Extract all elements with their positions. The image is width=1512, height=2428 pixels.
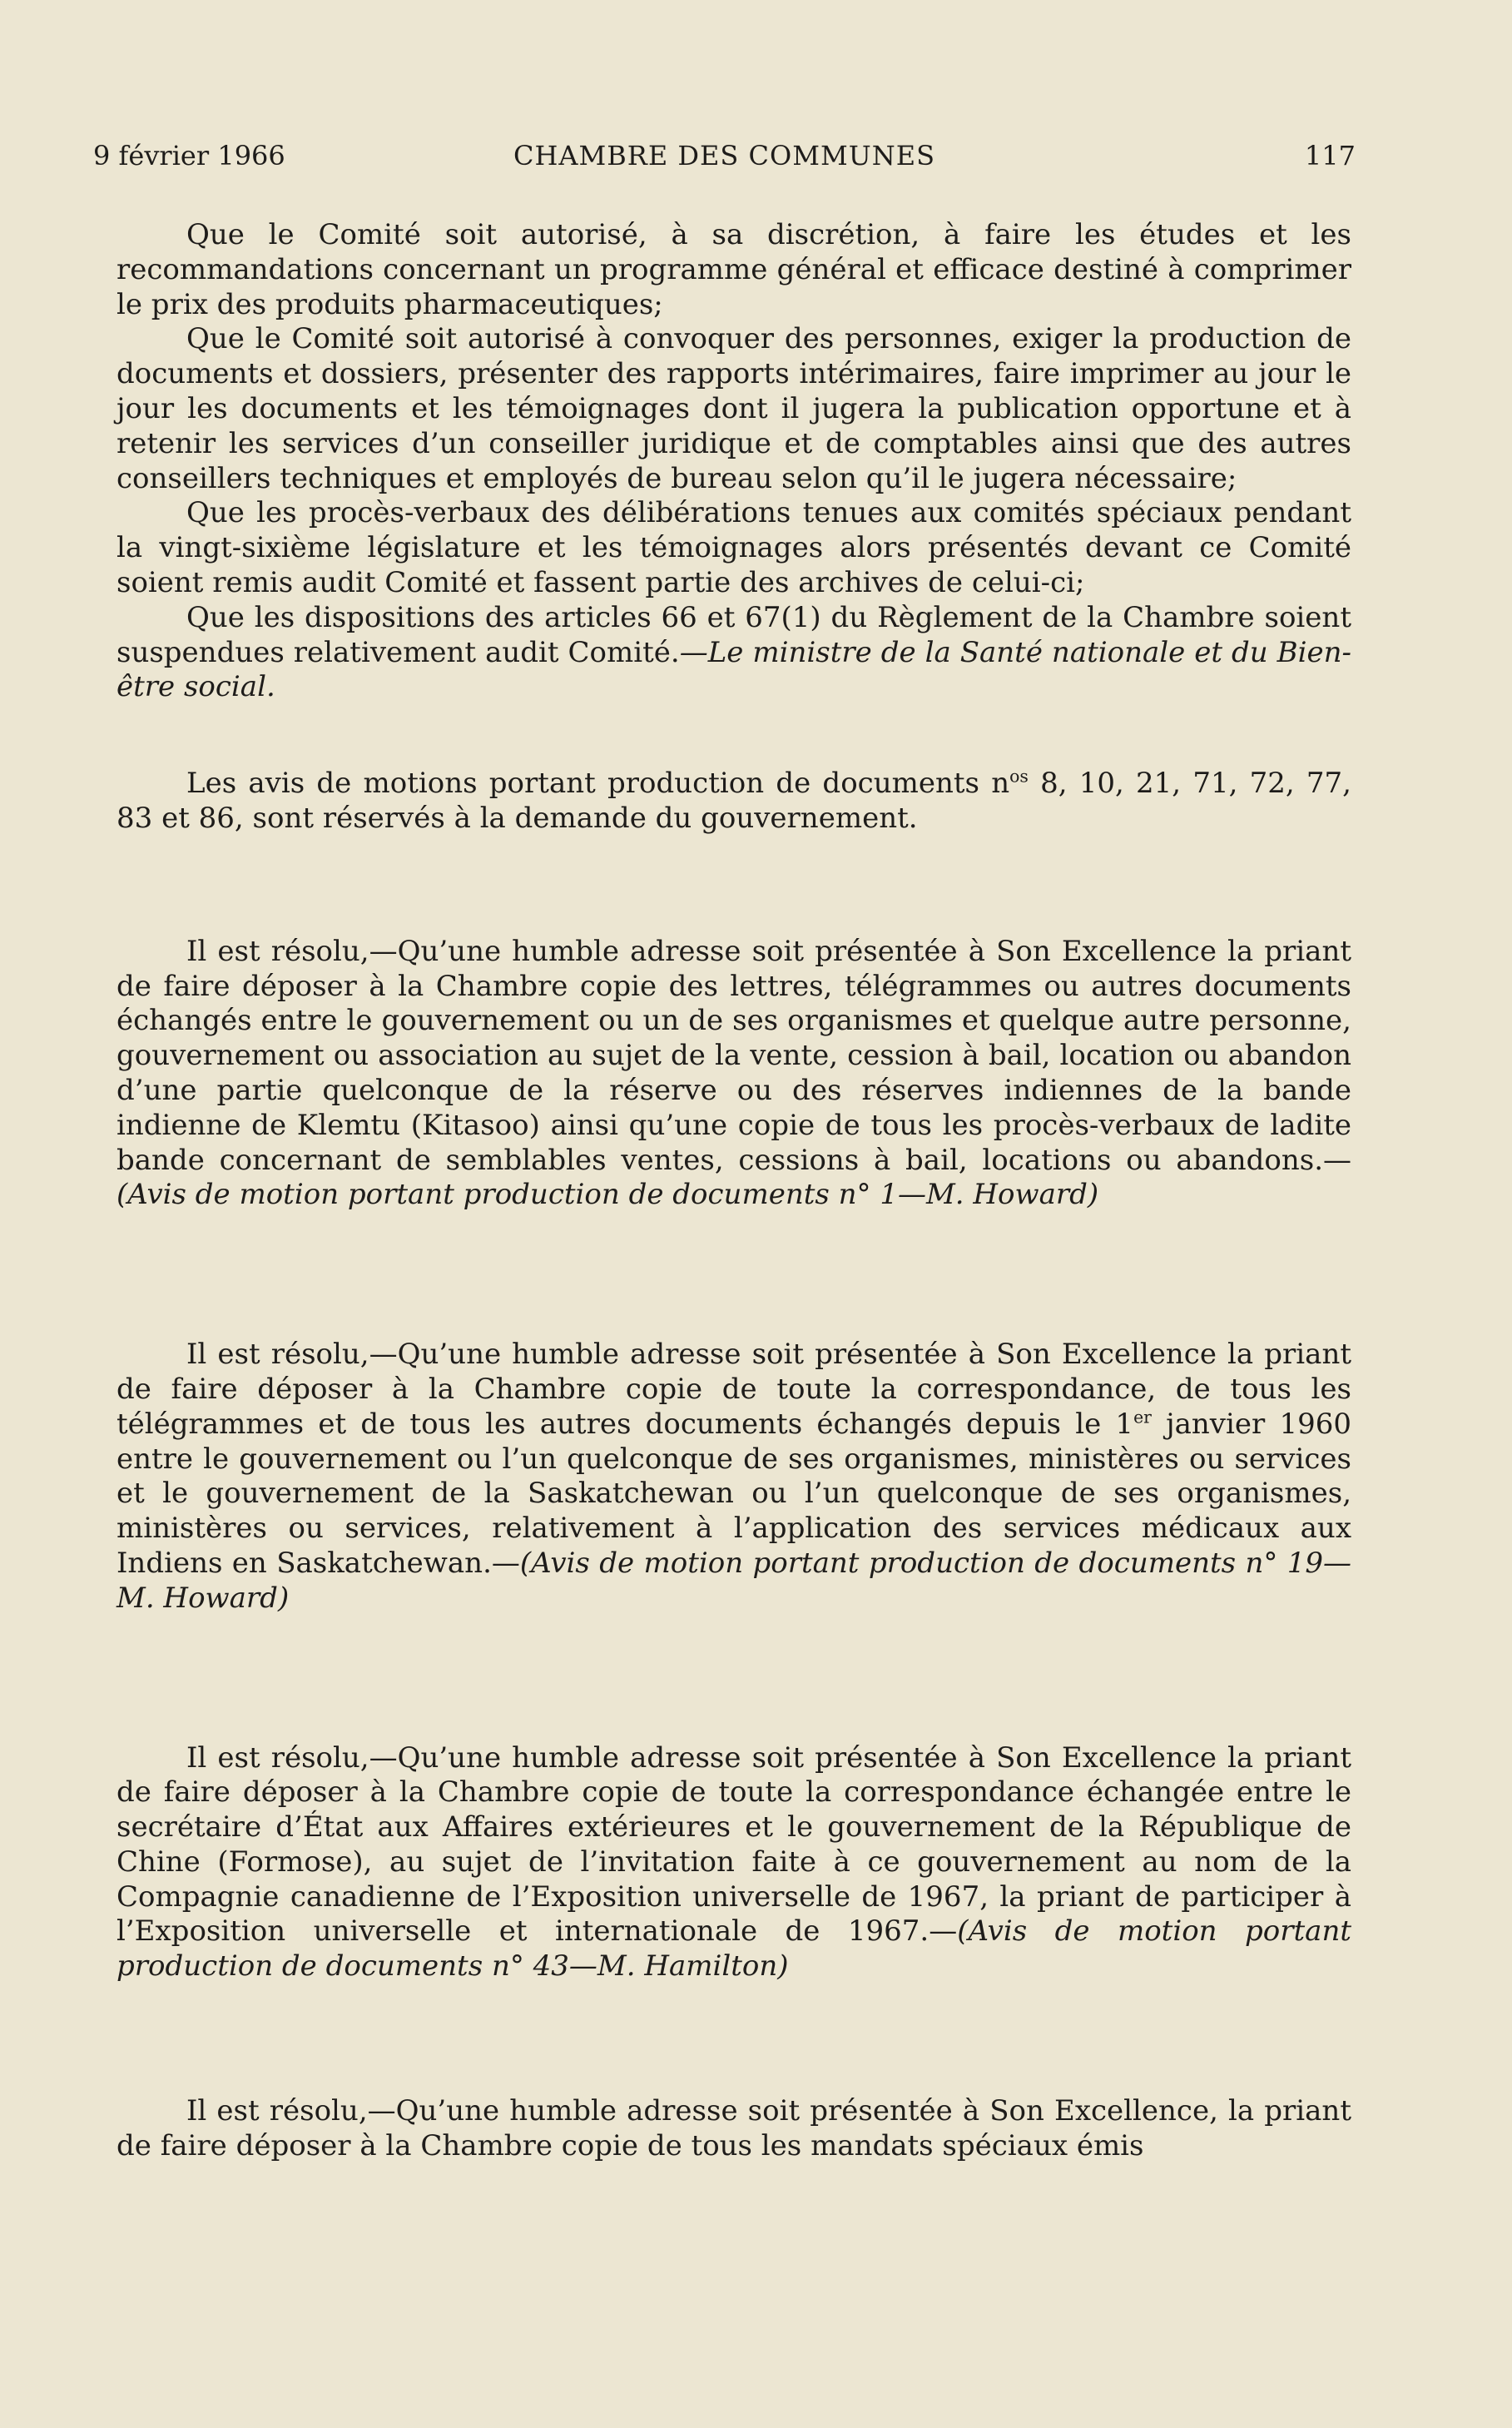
header-title: CHAMBRE DES COMMUNES [513, 140, 935, 171]
citation: (Avis de motion portant production de documents n° 1—M. Howard) [116, 1178, 1099, 1212]
paragraph-1: Que le Comité soit autorisé, à sa discrétion, à faire les études et les recommandations concernant un programme général et efficace destiné à comprimer le prix des produits pharmaceutiques; [116, 218, 1351, 321]
paragraph-3: Que les procès-verbaux des délibérations tenues aux comités spéciaux pendant la vingt-sixième législature et les témoignages alors présentés devant ce Comité soient remis audit Comité et fassent partie des archives de celui-ci; [116, 496, 1351, 599]
header-date: 9 février 1966 [93, 140, 285, 171]
attribution: —Le ministre de la Santé nationale et du Bien-être social. [116, 635, 1351, 704]
resolution-4: Il est résolu,—Qu’une humble adresse soit présentée à Son Excellence, la priant de faire déposer à la Chambre copie de tous les mandats spéciaux émis [116, 2094, 1351, 2162]
resolution-1: Il est résolu,—Qu’une humble adresse soit présentée à Son Excellence la priant de faire déposer à la Chambre copie des lettres, télégrammes ou autres documents échangés entre le gouvernement ou un de ses organismes et quelque autre personne, gouvernement ou association au sujet de la vente, cession à bail, location ou abandon d’une partie quelconque de la réserve ou des réserves indiennes de la bande indienne de Klemtu (Kitasoo) ainsi qu’une copie de tous les procès-verbaux de ladite bande concernant de semblables ventes, cessions à bail, locations ou abandons.—(Avis de motion portant production de documents n° 1—M. Howard) [116, 934, 1351, 1212]
paragraph-4: Que les dispositions des articles 66 et 67(1) du Règlement de la Chambre soient suspendues relativement audit Comité.—Le ministre de la Santé nationale et du Bien-être social. [116, 600, 1351, 704]
document-body [116, 218, 1351, 2164]
page-number: 117 [1304, 140, 1356, 171]
resolution-3: Il est résolu,—Qu’une humble adresse soit présentée à Son Excellence la priant de faire déposer à la Chambre copie de toute la correspondance échangée entre le secrétaire d’État aux Affaires extérieures et le gouvernement de la République de Chine (Formose), au sujet de l’invitation faite à ce gouvernement au nom de la Compagnie canadienne de l’Exposition universelle de 1967, la priant de participer à l’Exposition universelle et internationale de 1967.—(Avis de motion portant production de documents n° 43—M. Hamilton) [116, 1740, 1352, 1984]
citation: (Avis de motion portant production de documents n° 19—M. Howard) [116, 1546, 1351, 1615]
reserved-notices-paragraph: Les avis de motions portant production de documents $n^{os}$ 8, 10, 21, 71, 72, 77, 83 et 86, sont réservés à la demande du gouvernement. [116, 766, 1351, 835]
citation: (Avis de motion portant production de documents n° 43—M. Hamilton) [116, 1914, 1352, 1984]
resolution-2: Il est résolu,—Qu’une humble adresse soit présentée à Son Excellence la priant de faire déposer à la Chambre copie de toute la correspondance, de tous les télégrammes et de tous les autres documents échangés depuis le 1er janvier 1960 entre le gouvernement ou l’un quelconque de ses organismes, ministères ou services et le gouvernement de la Saskatchewan ou l’un quelconque de ses organismes, ministères ou services, relativement à l’application des services médicaux aux Indiens en Saskatchewan.—(Avis de motion portant production de documents n° 19—M. Howard) [116, 1338, 1352, 1615]
page-header [93, 140, 1356, 181]
paragraph-2: Que le Comité soit autorisé à convoquer des personnes, exiger la production de documents et dossiers, présenter des rapports intérimaires, faire imprimer au jour le jour les documents et les témoignages dont il jugera la publication opportune et à retenir les services d’un conseiller juridique et de comptables ainsi que des autres conseillers techniques et employés de bureau selon qu’il le jugera nécessaire; [116, 322, 1351, 495]
